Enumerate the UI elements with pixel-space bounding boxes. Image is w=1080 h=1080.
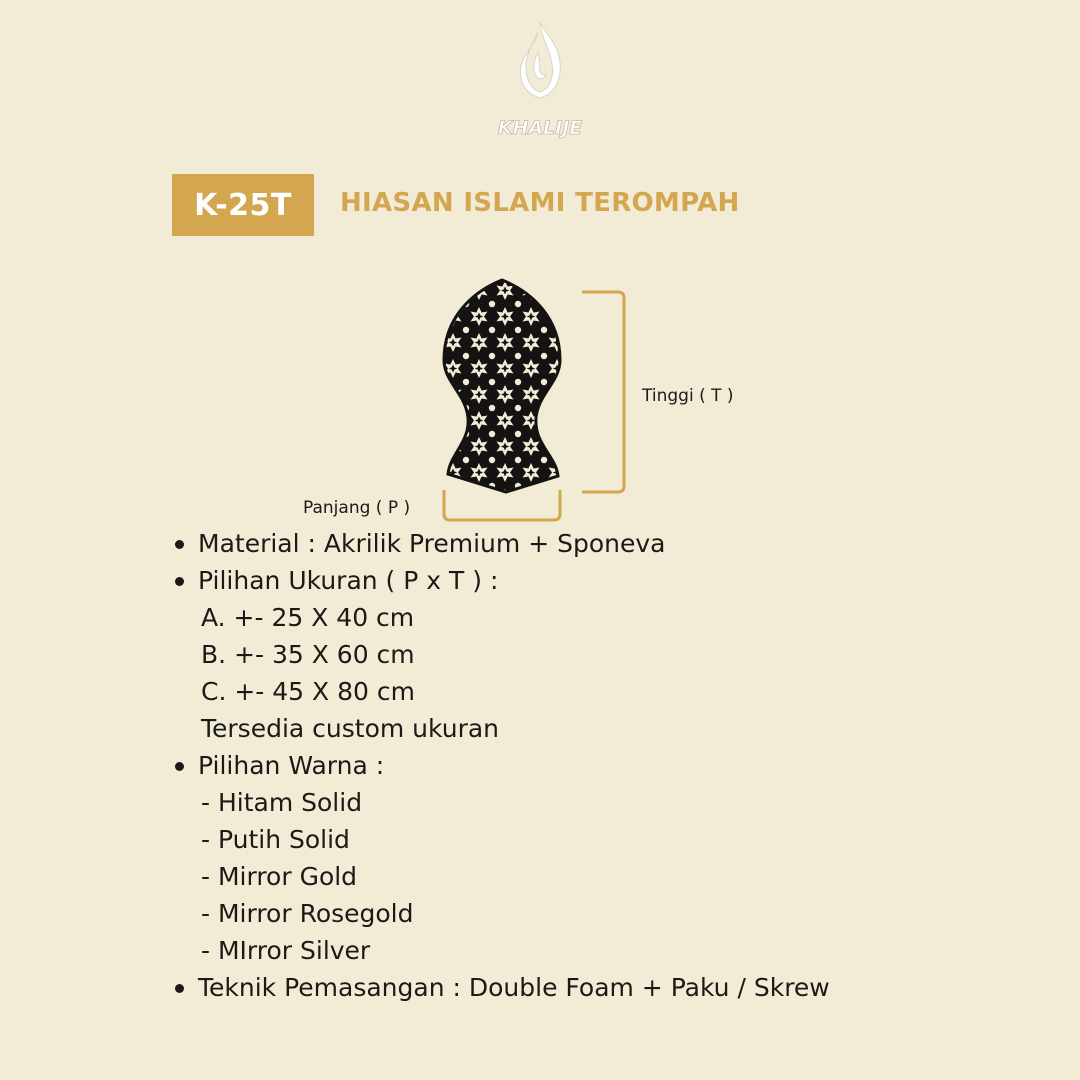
logo-wordmark: KHALIJE bbox=[497, 117, 583, 139]
height-label: Tinggi ( T ) bbox=[642, 386, 734, 406]
spec-material: Material : Akrilik Premium + Sponeva bbox=[172, 525, 830, 562]
product-code-badge: K-25T bbox=[172, 174, 314, 236]
color-option: - MIrror Silver bbox=[201, 936, 371, 965]
size-option: C. +- 45 X 80 cm bbox=[201, 677, 415, 706]
size-option-custom: Tersedia custom ukuran bbox=[201, 714, 500, 743]
color-option: - Hitam Solid bbox=[201, 788, 363, 817]
size-option: B. +- 35 X 60 cm bbox=[201, 640, 415, 669]
product-title: HIASAN ISLAMI TEROMPAH bbox=[340, 188, 740, 218]
spec-color-heading: Pilihan Warna : bbox=[172, 747, 830, 784]
spec-size-heading: Pilihan Ukuran ( P x T ) : bbox=[172, 562, 830, 599]
height-bracket bbox=[580, 290, 628, 494]
spec-mounting: Teknik Pemasangan : Double Foam + Paku / Skrew bbox=[172, 969, 830, 1006]
color-option: - Mirror Gold bbox=[201, 862, 358, 891]
width-label: Panjang ( P ) bbox=[303, 498, 411, 518]
product-illustration bbox=[440, 278, 566, 498]
width-bracket bbox=[440, 488, 566, 524]
color-option: - Mirror Rosegold bbox=[201, 899, 414, 928]
size-option: A. +- 25 X 40 cm bbox=[201, 603, 415, 632]
brand-logo bbox=[488, 18, 592, 144]
color-option: - Putih Solid bbox=[201, 825, 350, 854]
spec-list bbox=[172, 525, 830, 1006]
